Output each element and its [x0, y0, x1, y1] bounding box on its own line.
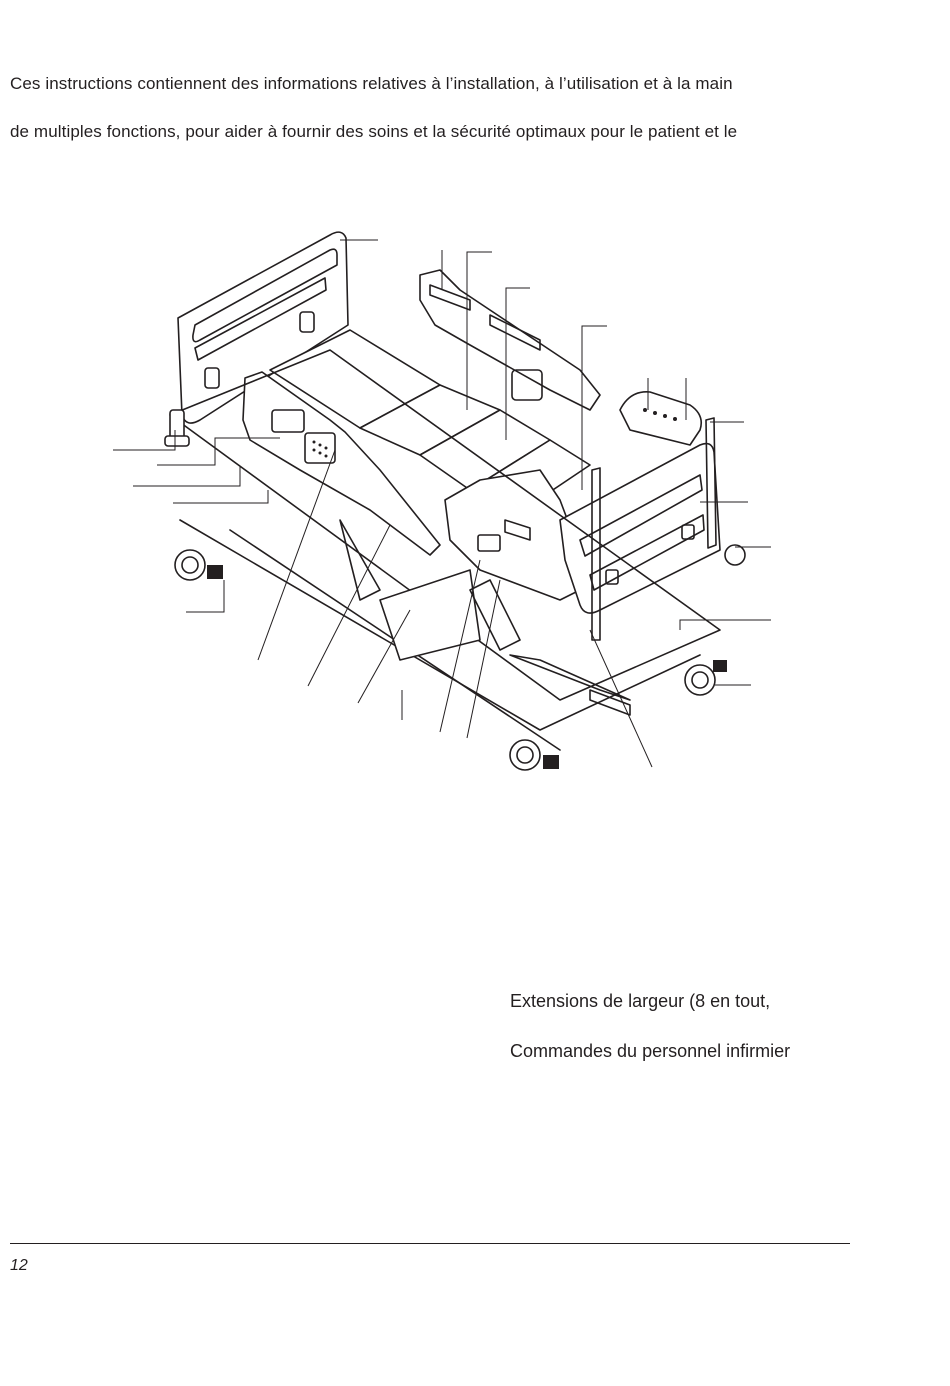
intro-text-line-1: Ces instructions contiennent des informations relatives à l’installation, à l’utilisation et à la main [10, 74, 733, 93]
legend-item-width-extensions: Extensions de largeur (8 en tout, [510, 991, 771, 1011]
footer-divider [10, 1243, 850, 1244]
hospital-bed-diagram [100, 220, 800, 780]
control-panel-right [620, 392, 701, 445]
legend-item-nurse-controls: Commandes du personnel infirmier [510, 1041, 791, 1061]
footboard [560, 418, 720, 640]
intro-text-line-2: de multiples fonctions, pour aider à fournir des soins et la sécurité optimaux pour le patient et le [10, 122, 738, 141]
page-number: 12 [10, 1257, 28, 1274]
